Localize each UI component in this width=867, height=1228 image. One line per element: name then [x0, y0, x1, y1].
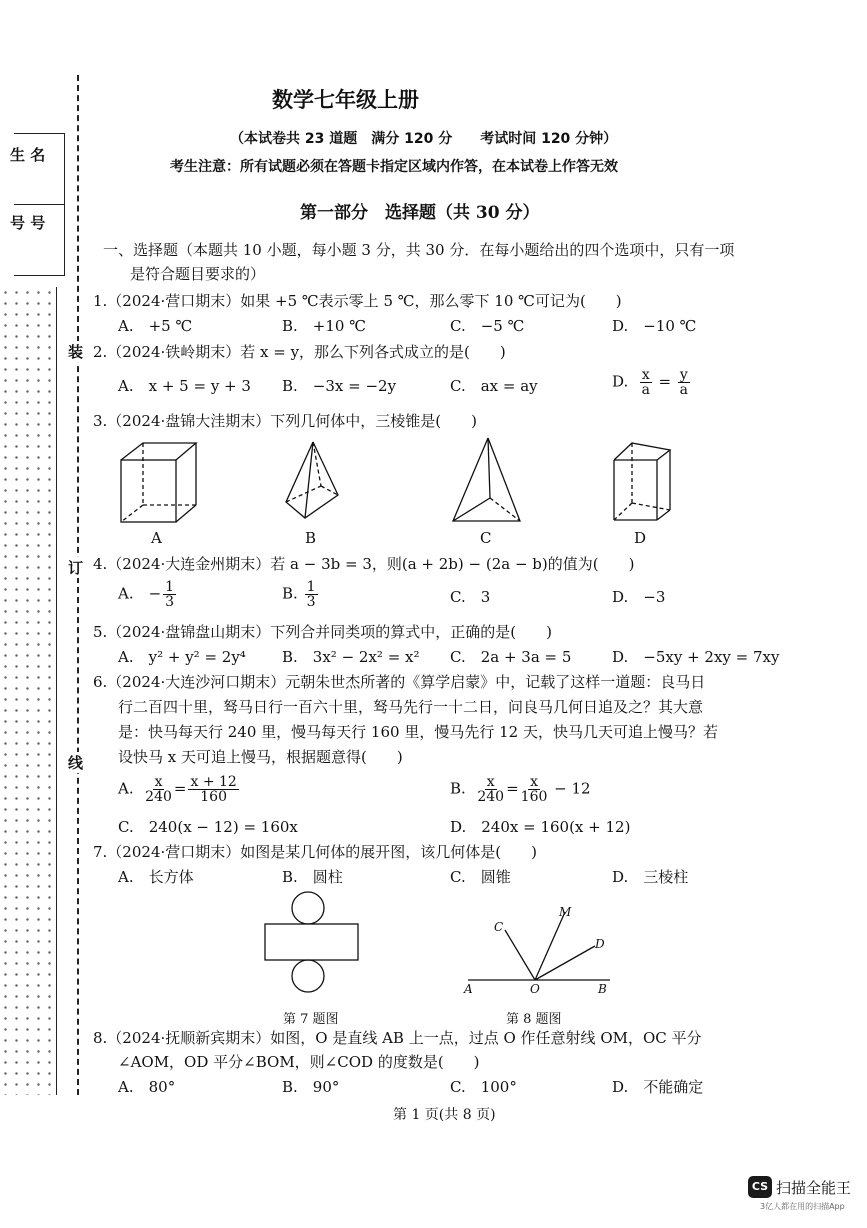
- scanner-app-name: 扫描全能王: [776, 1179, 852, 1197]
- q1-stem: 1.（2024·营口期末）如果 +5 ℃表示零上 5 ℃，那么零下 10 ℃可记为( ): [93, 292, 622, 310]
- q3-label-a: A: [151, 529, 162, 547]
- q7-figure-caption: 第 7 题图: [283, 1012, 339, 1027]
- q2-stem: 2.（2024·铁岭期末）若 x = y，那么下列各式成立的是( ): [93, 343, 506, 361]
- dotted-margin-strip: [0, 287, 57, 1095]
- q8-point-c: C: [494, 920, 504, 934]
- q8-point-m: M: [559, 905, 572, 919]
- q3-shape-d-triangular-prism: [612, 440, 674, 525]
- q1-option-d: D. −10 ℃: [612, 317, 697, 335]
- q4-option-a: A. − $\frac{1}{3}$: [118, 579, 175, 610]
- q3-shape-b-pyramid: [283, 440, 343, 525]
- q3-label-b: B: [305, 529, 317, 547]
- q8-figure-caption: 第 8 题图: [506, 1012, 562, 1027]
- q5-stem: 5.（2024·盘锦盘山期末）下列合并同类项的算式中，正确的是( ): [93, 623, 552, 641]
- q7-option-c: C. 圆锥: [450, 868, 511, 886]
- q7-option-d: D. 三棱柱: [612, 868, 689, 886]
- q4-option-d: D. −3: [612, 588, 666, 606]
- scanner-logo-icon: CS: [748, 1176, 772, 1198]
- number-label: 号 号: [10, 214, 46, 232]
- q7-option-b: B. 圆柱: [282, 868, 343, 886]
- exam-info: （本试卷共 23 道题 满分 120 分 考试时间 120 分钟）: [230, 131, 618, 147]
- q1-option-a: A. +5 ℃: [118, 317, 193, 335]
- q8-point-d: D: [595, 937, 605, 951]
- q7-cylinder-net-figure: [262, 890, 362, 995]
- q5-option-d: D. −5xy + 2xy = 7xy: [612, 648, 780, 666]
- q5-option-c: C. 2a + 3a = 5: [450, 648, 572, 666]
- page-title: 数学七年级上册: [272, 87, 419, 112]
- q7-stem: 7.（2024·营口期末）如图是某几何体的展开图，该几何体是( ): [93, 843, 537, 861]
- q6-option-c: C. 240(x − 12) = 160x: [118, 818, 298, 836]
- q3-label-d: D: [634, 529, 647, 547]
- q6-option-b: B. $\frac{x}{240}$ = $\frac{x}{160}$ − 12: [450, 774, 591, 805]
- q5-option-b: B. 3x² − 2x² = x²: [282, 648, 420, 666]
- binding-dashed-line: [77, 75, 79, 1095]
- q5-option-a: A. y² + y² = 2y⁴: [118, 648, 246, 666]
- q6-option-a: A. $\frac{x}{240}$ = $\frac{x + 12}{160}$: [118, 774, 237, 805]
- q2-option-c: C. ax = ay: [450, 377, 538, 395]
- q1-option-c: C. −5 ℃: [450, 317, 525, 335]
- q4-stem: 4.（2024·大连金州期末）若 a − 3b = 3，则(a + 2b) − (2a − b)的值为( ): [93, 555, 635, 573]
- instructions-line-1: 一、选择题（本题共 10 小题，每小题 3 分，共 30 分．在每小题给出的四个选项中，只有一项: [103, 241, 735, 259]
- q6-line-1: 6.（2024·大连沙河口期末）元朝朱世杰所著的《算学启蒙》中，记载了这样一道题：良马日: [93, 673, 706, 691]
- q6-line-2: 行二百四十里，驽马日行一百六十里，驽马先行一十二日，问良马几何日追及之？其大意: [118, 698, 704, 716]
- q8-option-c: C. 100°: [450, 1078, 517, 1096]
- q6-line-3: 是：快马每天行 240 里，慢马每天行 160 里，慢马先行 12 天，快马几天可追上慢马？若: [118, 723, 718, 741]
- q2-option-b: B. −3x = −2y: [282, 377, 397, 395]
- q3-label-c: C: [480, 529, 492, 547]
- page-number: 第 1 页(共 8 页): [393, 1107, 496, 1123]
- q8-option-a: A. 80°: [118, 1078, 176, 1096]
- section-heading: 第一部分 选择题（共 30 分）: [300, 203, 540, 223]
- q3-stem: 3.（2024·盘锦大洼期末）下列几何体中，三棱锥是( ): [93, 412, 477, 430]
- exam-notice: 考生注意：所有试题必须在答题卡指定区域内作答，在本试卷上作答无效: [170, 159, 618, 175]
- binding-label-zhuang: 装: [68, 343, 84, 361]
- q8-point-a: A: [464, 982, 473, 996]
- q6-line-4: 设快马 x 天可追上慢马，根据题意得( ): [118, 748, 403, 766]
- q8-line-1: 8.（2024·抚顺新宾期末）如图，O 是直线 AB 上一点，过点 O 作任意射线 OM，OC 平分: [93, 1029, 702, 1047]
- binding-label-ding: 订: [68, 559, 84, 577]
- q7-option-a: A. 长方体: [118, 868, 194, 886]
- q8-point-o: O: [530, 982, 540, 996]
- q6-option-d: D. 240x = 160(x + 12): [450, 818, 631, 836]
- q3-shape-a-cube: [118, 440, 198, 525]
- binding-label-xian: 线: [68, 754, 84, 772]
- scanner-tagline: 3亿人都在用的扫描App: [760, 1202, 845, 1211]
- q3-shape-c-triangular-pyramid: [450, 436, 525, 526]
- q8-option-d: D. 不能确定: [612, 1078, 704, 1096]
- q1-option-b: B. +10 ℃: [282, 317, 366, 335]
- q8-point-b: B: [598, 982, 607, 996]
- name-label: 生 名: [10, 146, 46, 164]
- q2-option-d: D. $\frac{x}{a}$ = $\frac{y}{a}$: [612, 367, 688, 398]
- instructions-line-2: 是符合题目要求的）: [130, 265, 266, 283]
- q4-option-c: C. 3: [450, 588, 491, 606]
- q2-option-a: A. x + 5 = y + 3: [118, 377, 251, 395]
- q8-line-2: ∠AOM，OD 平分∠BOM，则∠COD 的度数是( ): [118, 1053, 480, 1071]
- q8-option-b: B. 90°: [282, 1078, 340, 1096]
- q4-option-b: B. $\frac{1}{3}$: [282, 579, 316, 610]
